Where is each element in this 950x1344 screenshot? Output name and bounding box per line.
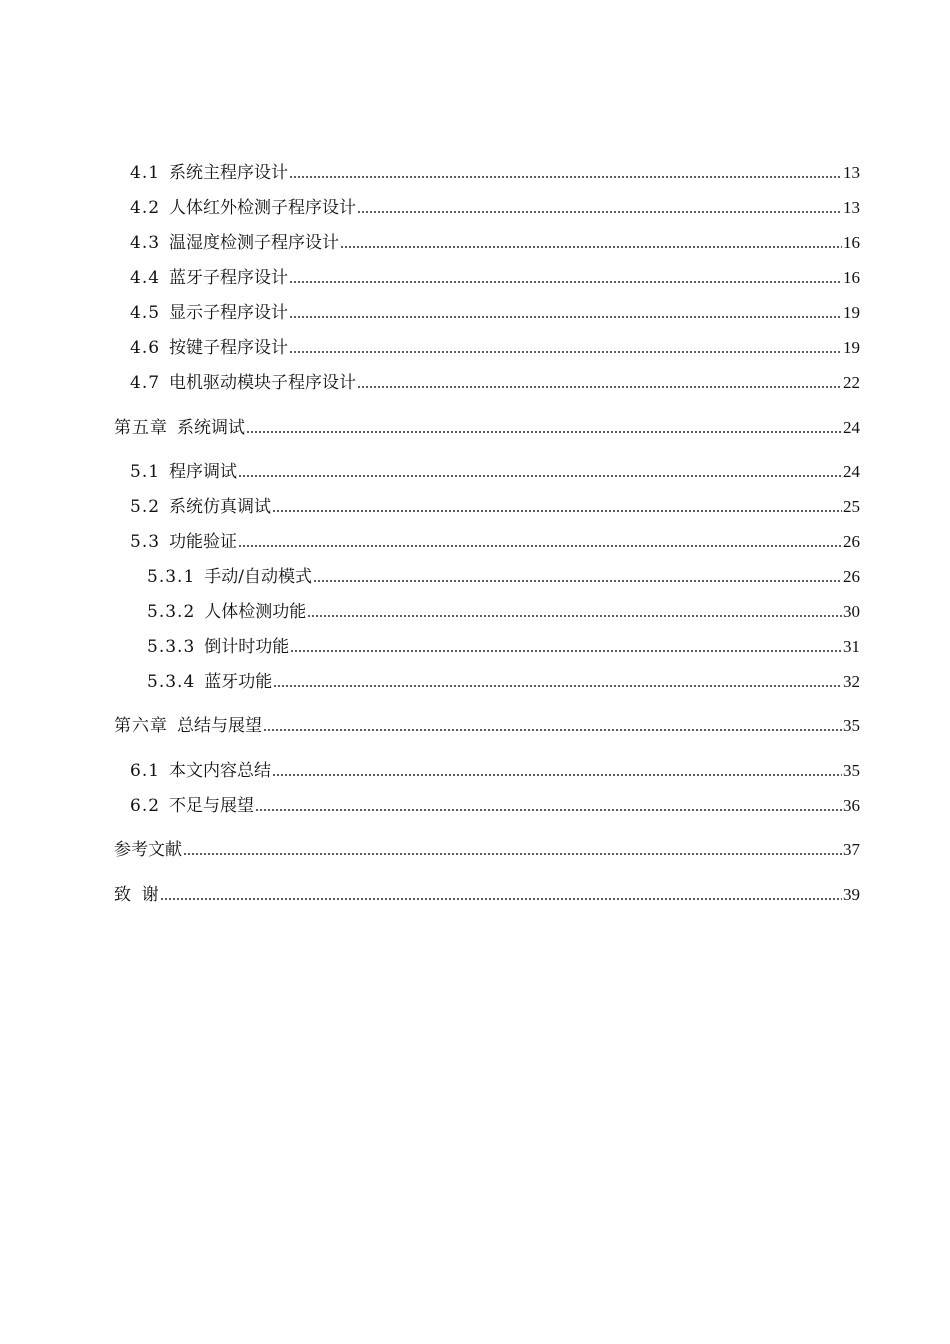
toc-number: 5.1 (130, 462, 161, 482)
toc-number: 4.5 (130, 303, 161, 323)
dot-leader (263, 728, 842, 732)
toc-title: 温湿度检测子程序设计 (169, 233, 340, 253)
toc-number: 5.3.3 (147, 637, 196, 657)
dot-leader (255, 808, 842, 812)
toc-number: 4.2 (130, 198, 161, 218)
toc-entry-4-3[interactable] (130, 228, 860, 254)
toc-page-number: 30 (843, 602, 860, 621)
toc-number: 5.3.2 (147, 602, 196, 622)
toc-entry-5-3-2[interactable] (147, 597, 860, 623)
toc-entry-4-1[interactable] (130, 158, 860, 184)
toc-page-number: 39 (843, 885, 860, 904)
toc-number: 4.4 (130, 268, 161, 288)
dot-leader (238, 544, 842, 548)
toc-entry-5-1[interactable] (130, 457, 860, 483)
toc-number: 5.3.1 (147, 567, 196, 587)
toc-page-number: 37 (843, 840, 860, 859)
toc-entry-acknowledgements[interactable] (114, 880, 860, 906)
dot-leader (340, 245, 842, 249)
toc-number: 5.3.4 (147, 672, 196, 692)
toc-entry-4-6[interactable] (130, 333, 860, 359)
toc-title: 系统主程序设计 (169, 163, 289, 183)
toc-title: 功能验证 (169, 532, 238, 552)
dot-leader (183, 852, 842, 856)
dot-leader (289, 350, 842, 354)
toc-page-number: 16 (843, 268, 860, 287)
toc-page-number: 36 (843, 796, 860, 815)
dot-leader (289, 280, 842, 284)
dot-leader (238, 474, 842, 478)
toc-page-number: 19 (843, 303, 860, 322)
toc-entry-references[interactable] (114, 835, 860, 861)
dot-leader (307, 614, 842, 618)
toc-title: 本文内容总结 (169, 761, 272, 781)
dot-leader (289, 175, 842, 179)
dot-leader (313, 579, 842, 583)
toc-entry-5-2[interactable] (130, 492, 860, 518)
toc-title: 电机驱动模块子程序设计 (169, 373, 357, 393)
toc-page-number: 32 (843, 672, 860, 691)
toc-number: 4.1 (130, 163, 161, 183)
toc-entry-chapter-6[interactable] (114, 711, 860, 737)
toc-page-number: 16 (843, 233, 860, 252)
toc-page-number: 24 (843, 462, 860, 481)
toc-page-number: 26 (843, 532, 860, 551)
toc-page-number: 35 (843, 716, 860, 735)
toc-page-number: 13 (843, 163, 860, 182)
toc-title: 系统调试 (177, 418, 245, 438)
toc-entry-chapter-5[interactable] (114, 413, 860, 439)
toc-title: 蓝牙子程序设计 (169, 268, 289, 288)
toc-title: 蓝牙功能 (204, 672, 273, 692)
toc-entry-5-3-1[interactable] (147, 562, 860, 588)
toc-title: 程序调试 (169, 462, 238, 482)
toc-number: 4.6 (130, 338, 161, 358)
dot-leader (246, 430, 842, 434)
toc-page-number: 22 (843, 373, 860, 392)
toc-page-number: 25 (843, 497, 860, 516)
toc-number: 5.3 (130, 532, 161, 552)
toc-number: 4.7 (130, 373, 161, 393)
toc-number: 6.1 (130, 761, 161, 781)
toc-entry-6-2[interactable] (130, 791, 860, 817)
toc-number: 6.2 (130, 796, 161, 816)
toc-number: 4.3 (130, 233, 161, 253)
toc-title: 人体红外检测子程序设计 (169, 198, 357, 218)
dot-leader (273, 684, 842, 688)
toc-title: 参考文献 (114, 840, 182, 860)
dot-leader (272, 509, 842, 513)
toc-title: 倒计时功能 (204, 637, 290, 657)
dot-leader (357, 210, 842, 214)
toc-entry-4-2[interactable] (130, 193, 860, 219)
toc-page-number: 31 (843, 637, 860, 656)
toc-title: 系统仿真调试 (169, 497, 272, 517)
dot-leader (272, 773, 842, 777)
toc-chapter-number: 第五章 (114, 418, 168, 438)
toc-entry-6-1[interactable] (130, 756, 860, 782)
toc-entry-4-7[interactable] (130, 368, 860, 394)
toc-entry-5-3-4[interactable] (147, 667, 860, 693)
dot-leader (160, 897, 842, 901)
toc-entry-4-5[interactable] (130, 298, 860, 324)
toc-title: 人体检测功能 (204, 602, 307, 622)
dot-leader (357, 385, 842, 389)
dot-leader (289, 315, 842, 319)
toc-title: 不足与展望 (169, 796, 255, 816)
toc-page-number: 19 (843, 338, 860, 357)
toc-entry-4-4[interactable] (130, 263, 860, 289)
toc-page-number: 26 (843, 567, 860, 586)
toc-title: 手动/自动模式 (204, 567, 312, 587)
toc-entry-5-3-3[interactable] (147, 632, 860, 658)
dot-leader (290, 649, 842, 653)
toc-page-number: 13 (843, 198, 860, 217)
toc-number: 5.2 (130, 497, 161, 517)
toc-title: 总结与展望 (177, 716, 262, 736)
toc-entry-5-3[interactable] (130, 527, 860, 553)
toc-page-number: 35 (843, 761, 860, 780)
toc-page-number: 24 (843, 418, 860, 437)
toc-title: 显示子程序设计 (169, 303, 289, 323)
toc-title: 致 谢 (114, 885, 159, 905)
toc-title: 按键子程序设计 (169, 338, 289, 358)
toc-chapter-number: 第六章 (114, 716, 168, 736)
